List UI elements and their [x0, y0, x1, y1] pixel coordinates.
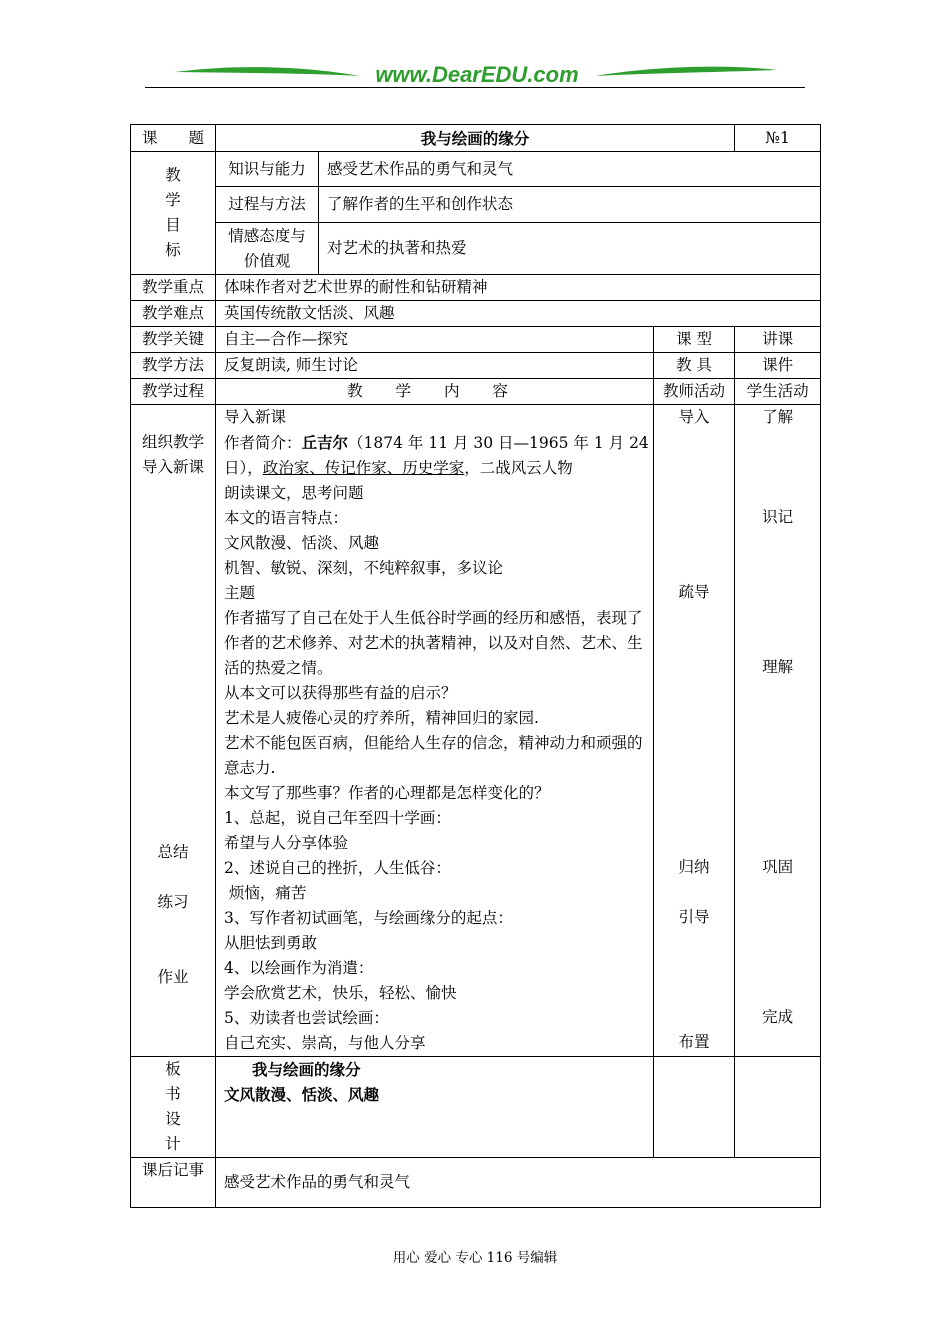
after-class-content: 感受艺术作品的勇气和灵气 [216, 1158, 821, 1208]
teaching-tool-label: 教 具 [654, 353, 735, 379]
objective-label-process: 过程与方法 [216, 187, 319, 223]
board-title: 我与绘画的缘分 [252, 1060, 361, 1079]
teacher-activity-summarize: 归纳 [678, 858, 710, 876]
method-content: 反复朗读, 师生讨论 [216, 353, 654, 379]
row-topic [131, 125, 821, 152]
teacher-activity-header: 教师活动 [654, 379, 735, 405]
student-activity-header: 学生活动 [735, 379, 821, 405]
logo-right-swoosh [595, 67, 777, 76]
key-point-label: 教学重点 [131, 275, 216, 301]
student-activities [735, 405, 821, 1057]
student-activity-complete: 完成 [762, 1008, 794, 1026]
method-label: 教学方法 [131, 353, 216, 379]
stage-organize: 组织教学 [141, 433, 204, 451]
key-label: 教学关键 [131, 327, 216, 353]
teacher-activity-introduce: 导入 [678, 408, 710, 426]
student-activity-understand: 了解 [762, 408, 794, 426]
row-after [131, 1158, 821, 1208]
key-content: 自主—合作—探究 [216, 327, 654, 353]
row-board [131, 1057, 821, 1158]
board-subtitle: 文风散漫、恬淡、风趣 [224, 1085, 380, 1104]
stage-summary: 总结 [157, 843, 189, 861]
teacher-activities [654, 405, 735, 1057]
board-student-cell [735, 1057, 821, 1158]
row-objective-3 [131, 223, 821, 275]
lesson-type-value: 讲课 [735, 327, 821, 353]
difficulty-content: 英国传统散文恬淡、风趣 [216, 301, 821, 327]
objectives-label: 教 学 目 标 [131, 152, 216, 275]
board-content [216, 1057, 654, 1158]
after-class-label: 课后记事 [131, 1158, 216, 1208]
student-activity-comprehend: 理解 [762, 658, 794, 676]
objective-content-process: 了解作者的生平和创作状态 [319, 187, 821, 223]
process-content-header: 教 学 内 容 [216, 379, 654, 405]
logo-text: www.DearEDU.com [375, 62, 579, 87]
objective-content-knowledge: 感受艺术作品的勇气和灵气 [319, 152, 821, 187]
board-label: 板 书 设 计 [131, 1057, 216, 1158]
process-label: 教学过程 [131, 379, 216, 405]
page-footer: 用心 爱心 专心 116 号编辑 [392, 1250, 558, 1266]
logo-left-swoosh [175, 67, 360, 76]
lesson-title: 我与绘画的缘分 [216, 125, 735, 152]
student-activity-consolidate: 巩固 [762, 858, 794, 876]
board-teacher-cell [654, 1057, 735, 1158]
teacher-activity-lead: 引导 [678, 908, 710, 926]
lesson-number: №1 [735, 125, 821, 152]
stage-practice: 练习 [157, 893, 189, 911]
student-activity-memorize: 识记 [762, 508, 794, 526]
site-logo [145, 60, 805, 88]
row-key [131, 327, 821, 353]
teacher-activity-guide: 疏导 [678, 583, 710, 601]
header-divider [145, 87, 805, 88]
row-process-header [131, 379, 821, 405]
row-method [131, 353, 821, 379]
row-objective-1 [131, 152, 821, 187]
key-point-content: 体味作者对艺术世界的耐性和钻研精神 [216, 275, 821, 301]
objective-label-knowledge: 知识与能力 [216, 152, 319, 187]
teacher-activity-assign: 布置 [678, 1033, 710, 1051]
lesson-plan-table [130, 124, 821, 1208]
row-key-point [131, 275, 821, 301]
difficulty-label: 教学难点 [131, 301, 216, 327]
stage-introduce: 导入新课 [141, 458, 204, 476]
lesson-type-label: 课 型 [654, 327, 735, 353]
teaching-tool-value: 课件 [735, 353, 821, 379]
topic-label: 课 题 [131, 125, 216, 152]
process-content: 导入新课 作者简介：丘吉尔（1874 年 11 月 30 日—1965 年 1 月 24 日），政治家、传记作家、历史学家，二战风云人物 朗读课文，思考问题 本文的语言特点： 文风散漫、恬淡、风趣 机智、敏锐、深刻，不纯粹叙事，多议论 主题 作者描写了自己在处于人生低谷时学画的经历和感悟，表现了作者的艺术修养、对艺术的执著精神，以及对自然、艺术、生活的热爱之情。 从本文可以获得那些有益的启示？ 艺术是人疲倦心灵的疗养所，精神回归的家园. 艺术不能包医百病，但能给人生存的信念，精神动力和顽强的意志力. 本文写了那些事？作者的心理都是怎样变化的？ 1、总起，说自己年至四十学画： 希望与人分享体验 2、述说自己的挫折，人生低谷： 烦恼，痛苦 3、写作者初试画笔，与绘画缘分的起点： 从胆怯到勇敢 4、以绘画作为消遣： 学会欣赏艺术，快乐，轻松、愉快 5、劝读者也尝试绘画： 自己充实、崇高，与他人分享 [216, 405, 654, 1057]
stage-homework: 作业 [157, 968, 189, 986]
row-objective-2 [131, 187, 821, 223]
objective-label-attitude: 情感态度与 价值观 [216, 223, 319, 275]
author-name: 丘吉尔 [301, 433, 349, 452]
row-difficulty [131, 301, 821, 327]
objective-content-attitude: 对艺术的执著和热爱 [319, 223, 821, 275]
row-process-body [131, 405, 821, 1057]
process-stages [131, 405, 216, 1057]
